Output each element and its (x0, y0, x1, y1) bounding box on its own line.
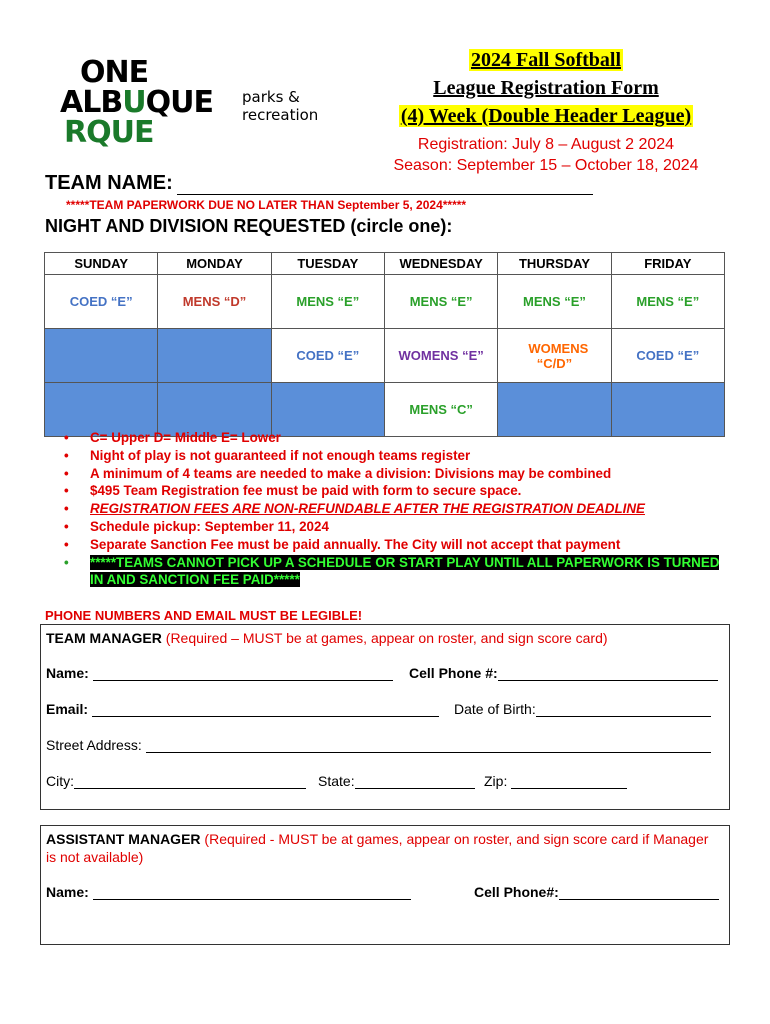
manager-cell-phone-field[interactable]: Cell Phone #: (409, 665, 718, 681)
paperwork-deadline: *****TEAM PAPERWORK DUE NO LATER THAN September 5, 2024***** (66, 198, 467, 212)
city-logo (60, 55, 330, 153)
assistant-manager-heading: ASSISTANT MANAGER (Required - MUST be at games, appear on roster, and sign score card if Manager is not available) (46, 831, 709, 865)
form-title-block (360, 46, 732, 176)
form-title-line1: 2024 Fall Softball (470, 49, 621, 71)
division-option[interactable]: WOMENS “C/D” (498, 329, 611, 383)
manager-name-field[interactable]: Name: (46, 665, 393, 681)
empty-cell (45, 329, 158, 383)
table-header-row (45, 253, 725, 275)
division-option[interactable]: MENS “D” (158, 275, 271, 329)
team-manager-heading: TEAM MANAGER (Required – MUST be at games, appear on roster, and sign score card) (46, 630, 608, 646)
day-thursday: THURSDAY (498, 253, 611, 275)
day-tuesday: TUESDAY (271, 253, 384, 275)
form-title-line3: (4) Week (Double Header League) (400, 105, 692, 127)
list-item: • Night of play is not guaranteed if not enough teams register (64, 447, 471, 463)
night-division-heading: NIGHT AND DIVISION REQUESTED (circle one): (45, 216, 453, 236)
division-option[interactable]: COED “E” (45, 275, 158, 329)
list-item: • REGISTRATION FEES ARE NON-REFUNDABLE AFTER THE REGISTRATION DEADLINE (64, 501, 645, 517)
division-option[interactable]: MENS “E” (498, 275, 611, 329)
form-title-line2: League Registration Form (433, 77, 659, 99)
table-row (45, 275, 725, 329)
manager-email-field[interactable]: Email: (46, 701, 439, 717)
day-wednesday: WEDNESDAY (384, 253, 497, 275)
division-option[interactable]: MENS “E” (384, 275, 497, 329)
list-item: • *****TEAMS CANNOT PICK UP A SCHEDULE OR START PLAY UNTIL ALL PAPERWORK IS TURNED IN AND SANCTION FEE PAID***** (64, 554, 720, 588)
list-item: • A minimum of 4 teams are needed to make a division: Divisions may be combined (64, 465, 612, 481)
manager-street-field[interactable]: Street Address: (46, 737, 711, 753)
manager-zip-field[interactable]: Zip: (484, 773, 627, 789)
rules-list (62, 429, 727, 589)
manager-dob-field[interactable]: Date of Birth: (454, 701, 711, 717)
list-item: • C= Upper D= Middle E= Lower (64, 430, 281, 445)
table-row (45, 329, 725, 383)
list-item: • Separate Sanction Fee must be paid annually. The City will not accept that payment (64, 536, 621, 552)
division-schedule-table (44, 252, 725, 437)
day-friday: FRIDAY (611, 253, 724, 275)
division-option[interactable]: COED “E” (611, 329, 724, 383)
manager-city-field[interactable]: City: (46, 773, 306, 789)
legibility-note: PHONE NUMBERS AND EMAIL MUST BE LEGIBLE! (45, 608, 363, 623)
assistant-cell-phone-field[interactable]: Cell Phone#: (474, 884, 719, 900)
division-option[interactable]: MENS “E” (611, 275, 724, 329)
team-name-field[interactable] (45, 172, 593, 195)
manager-state-field[interactable]: State: (318, 773, 475, 789)
division-option[interactable]: MENS “C” (384, 383, 497, 437)
day-sunday: SUNDAY (45, 253, 158, 275)
logo-line-albuquerque: ALBUQUE (60, 85, 213, 120)
team-name-line[interactable] (177, 176, 593, 195)
assistant-manager-section (40, 825, 730, 945)
list-item: • Schedule pickup: September 11, 2024 (64, 518, 329, 534)
empty-cell (158, 329, 271, 383)
division-option[interactable]: MENS “E” (271, 275, 384, 329)
list-item: • $495 Team Registration fee must be paid with form to secure space. (64, 483, 522, 499)
team-name-label: TEAM NAME: (45, 172, 173, 194)
season-dates: Season: September 15 – October 18, 2024 (393, 157, 699, 174)
assistant-name-field[interactable]: Name: (46, 884, 411, 900)
division-option[interactable]: COED “E” (271, 329, 384, 383)
division-option[interactable]: WOMENS “E” (384, 329, 497, 383)
logo-line-one: ONE (80, 55, 149, 90)
day-monday: MONDAY (158, 253, 271, 275)
logo-line-rque: RQUE (64, 115, 154, 150)
logo-subtitle: parks & recreation (242, 88, 319, 124)
team-manager-section (40, 624, 730, 810)
registration-dates: Registration: July 8 – August 2 2024 (417, 136, 675, 153)
